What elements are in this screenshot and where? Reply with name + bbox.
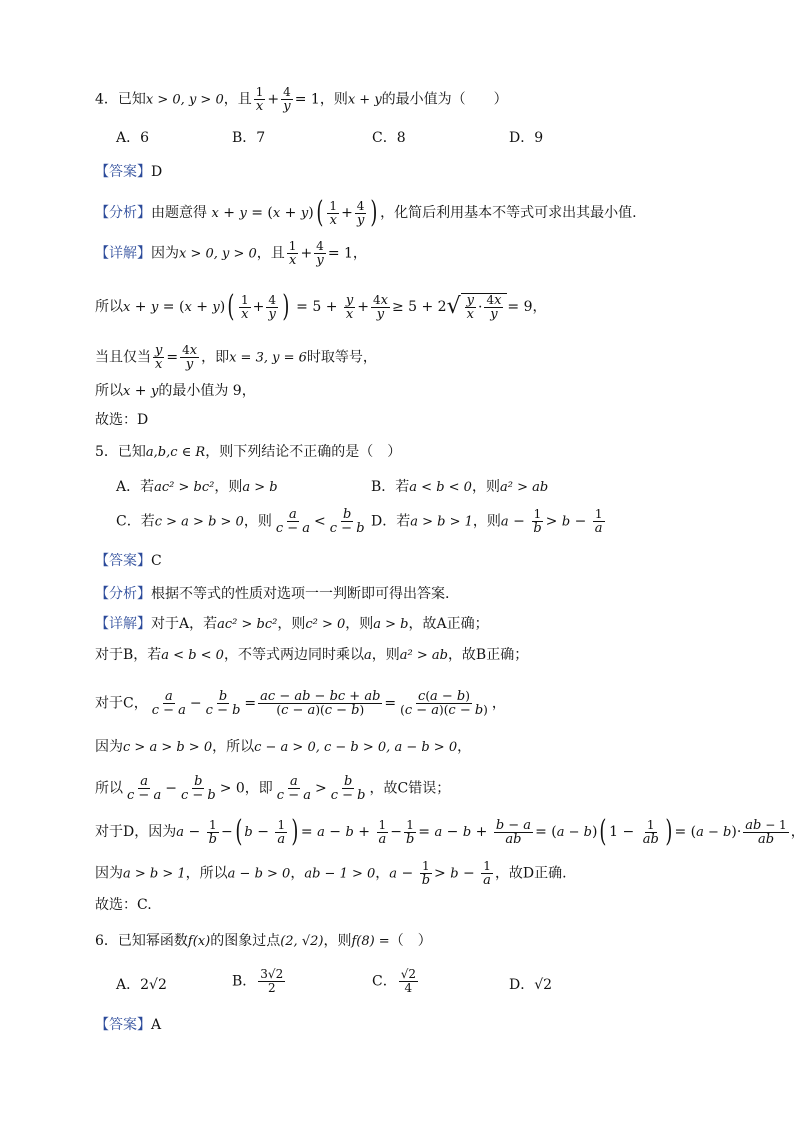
q6-option-b: B． $\frac{3√2}{2}$ — [232, 967, 284, 995]
q5-detail-d2: 因为a > b > 1，所以a − b > 0，ab − 1 > 0，a − $\frac{1}{b}$ > b − $\frac{1}{a}$ ，故D正确. — [95, 859, 567, 888]
q4-option-c: C．8 — [372, 130, 406, 146]
q5-option-c: C．若c > a > b > 0，则 $\frac{a}{c - a}$ < $\frac{b}{c - b}$ — [116, 507, 365, 536]
q4-analysis: 【分析】由题意得 x + y = (x + y)( $\frac{1}{x}$ + $\frac{4}{y}$ ) ，化简后利用基本不等式可求出其最小值. — [95, 195, 637, 230]
q4-choice: 故选：D — [95, 412, 149, 428]
q5-option-a: A．若ac² > bc²，则a > b — [116, 479, 278, 495]
q5-detail-c3: 所以 $\frac{a}{c - a}$ − $\frac{b}{c - b}$ > 0，即 $\frac{a}{c - a}$ > $\frac{b}{c - b}$ ，故C错误； — [95, 774, 451, 803]
q5-detail-a: 【详解】对于A，若ac² > bc²，则c² > 0，则a > b，故A正确； — [95, 616, 489, 632]
q5-answer: 【答案】C — [95, 553, 162, 569]
q6-answer: 【答案】A — [95, 1017, 162, 1033]
answer-tag: 【答案】 — [95, 164, 151, 180]
q5-option-b: B．若a < b < 0，则a² > ab — [371, 479, 549, 495]
q5-option-d: D．若a > b > 1，则a − $\frac{1}{b}$ > b − $\frac{1}{a}$ — [371, 507, 603, 536]
q4-detail-2: 所以x + y = (x + y)( $\frac{1}{x}$ + $\frac{4}{y}$ ) = 5 + $\frac{y}{x}$ + $\frac{4x}{y}$ ≥ 5 + 2√ $\frac{y}{x}$ · $\frac{4x}{y}$ = 9， — [95, 289, 547, 324]
q4-detail-4: 所以x + y的最小值为 9， — [95, 383, 256, 399]
q5-stem: 5．已知a,b,c ∈ R，则下列结论不正确的是（ ） — [95, 444, 402, 460]
q4-answer: 【答案】D — [95, 164, 163, 180]
q5-detail-c: 对于C， $\frac{a}{c - a}$ − $\frac{b}{c - b}$ = $\frac{ac - ab - bc + ab}{(c - a)(c - b)}$ = $\frac{c(a - b)}{(c - a)(c - b)}$ ， — [95, 689, 506, 718]
q6-option-c: C． $\frac{√2}{4}$ — [372, 967, 416, 995]
q4-detail-3: 当且仅当 $\frac{y}{x}$ = $\frac{4x}{y}$ ，即x = 3, y = 6时取等号， — [95, 343, 377, 372]
q5-detail-c2: 因为c > a > b > 0，所以c − a > 0, c − b > 0, a − b > 0， — [95, 739, 472, 755]
q4-option-b: B．7 — [232, 130, 266, 146]
q6-stem: 6．已知幂函数f(x)的图象过点(2, √2)，则f(8) =（ ） — [95, 933, 432, 949]
q4-detail-1: 【详解】因为x > 0, y > 0，且 $\frac{1}{x}$ + $\frac{4}{y}$ = 1， — [95, 239, 367, 268]
q6-option-d: D．√2 — [509, 977, 553, 993]
q5-detail-b: 对于B，若a < b < 0，不等式两边同时乘以a，则a² > ab，故B正确； — [95, 647, 529, 663]
q4-option-a: A．6 — [116, 130, 150, 146]
q4-stem: 4．已知x > 0, y > 0，且 $\frac{1}{x}$ + $\frac{4}{y}$ = 1，则x + y的最小值为（ ） — [95, 85, 508, 114]
q5-analysis: 【分析】根据不等式的性质对选项一一判断即可得出答案. — [95, 586, 450, 602]
q5-choice: 故选：C. — [95, 897, 152, 913]
q6-option-a: A．2√2 — [116, 977, 167, 993]
q5-detail-d: 对于D，因为a − $\frac{1}{b}$ −( b − $\frac{1}{a}$ ) = a − b + $\frac{1}{a}$ − $\frac{1}{b}$ = a − b + $\frac{b - a}{ab}$ = (a − b)( 1 − $\frac{1}{ab}$ ) = (a − b)· $\frac{ab - 1}{ab}$ ， — [95, 814, 805, 849]
q4-option-d: D．9 — [509, 130, 544, 146]
